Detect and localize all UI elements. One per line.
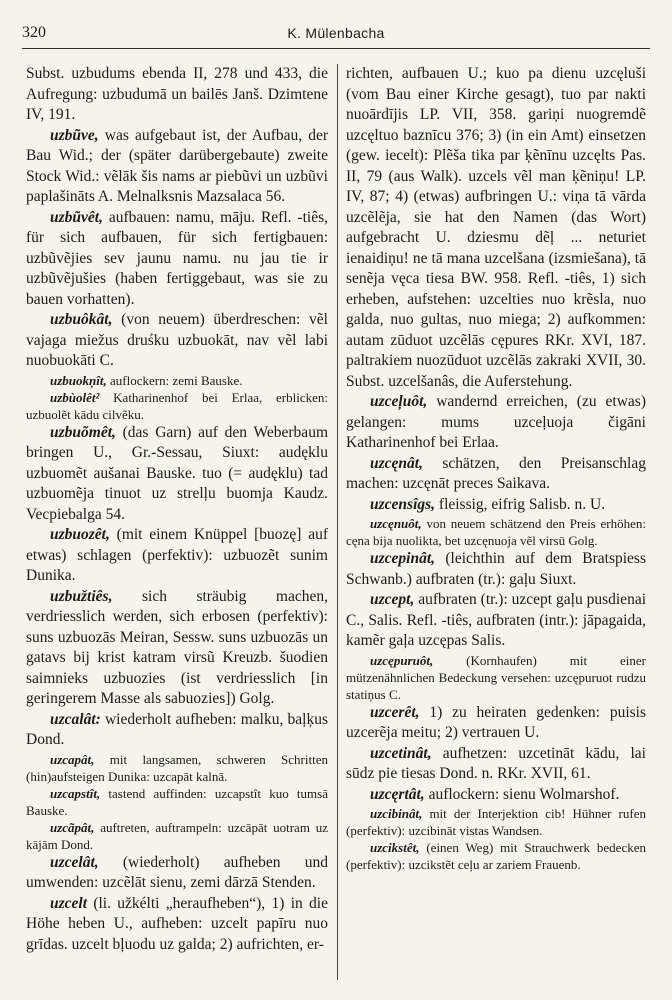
entry-text: sich sträubig machen, verdriesslich werden, sich erbosen (perfektiv): suns uzbuozās Meiran, Sessw. suns uzbuozās un gatavs bij krist katram virsũ Kreuzb. šuodien saimnieks uzbuozies (ist verdriesslich [in geringerem Masse als sabuozies]) Golg. bbox=[26, 587, 328, 707]
dictionary-entry bbox=[346, 652, 646, 703]
dictionary-entry bbox=[26, 894, 328, 956]
entry-headword: uzcept, bbox=[370, 591, 415, 608]
dictionary-entry bbox=[26, 389, 328, 423]
entry-text: (das Garn) auf den Weberbaum bringen U., Gr.-Sessau, Siuxt: audęklu uzbuomẽt aušanai Bauske. tuo (= audęklu) tad uzbuomẽja tinuot uz strelļu buomja Kaudz. Vecpiebalga 54. bbox=[26, 423, 328, 523]
entry-text: aufhetzen: uzcetināt kādu, lai sūdz pie tiesas Dond. n. RKr. XVII, 61. bbox=[346, 744, 646, 782]
running-head: K. Mülenbacha bbox=[287, 25, 385, 41]
entry-headword: uzbužtiês, bbox=[50, 587, 113, 605]
dictionary-entry bbox=[346, 515, 646, 549]
dictionary-entry bbox=[26, 751, 328, 785]
entry-headword: uzcepinât, bbox=[370, 550, 436, 567]
entry-headword: uzcerêt, bbox=[370, 703, 420, 721]
dictionary-entry bbox=[26, 310, 328, 372]
entry-text: Katharinenhof bei Erlaa, erblicken: uzbuolẽt kādu cilvẽku. bbox=[26, 389, 328, 422]
entry-text: (mit einem Knüppel [buozę] auf etwas) schlagen (perfektiv): uzbuozẽt sunim Dunika. bbox=[26, 526, 328, 584]
dictionary-entry bbox=[26, 785, 328, 819]
entry-headword: uzceļuôt, bbox=[370, 393, 428, 410]
entry-headword: uzcalât: bbox=[50, 710, 101, 728]
dictionary-entry bbox=[346, 805, 646, 839]
entry-text: (li. užkélti „heraufheben“), 1) in die Höhe heben U., aufheben: uzcelt papīru nuo grīdas. uzcelt bļuodu uz galda; 2) aufrichten, er- bbox=[26, 894, 328, 953]
entry-text: tastend auffinden: uzcapstît kuo tumsā Bauske. bbox=[26, 785, 328, 818]
entry-text: 1) zu heiraten gedenken: puisis uzcerẽja meitu; 2) vertrauen U. bbox=[346, 703, 646, 741]
entry-headword: uzbuokņît, bbox=[50, 372, 107, 388]
dictionary-entry bbox=[346, 703, 646, 744]
entry-text: von neuem schätzend den Preis erhöhen: cęna bija nuolikta, bet uzcęnuoja vẽl virsū Golg. bbox=[346, 516, 646, 548]
dictionary-entry bbox=[26, 819, 328, 853]
entry-text: was aufgebaut ist, der Aufbau, der Bau Wid.; der (später darübergebaute) zweite Stock Wid.: vẽlāk šis nams ar piebũvi un uzbũvi paplašināts A. Melnalksnis Mazsalaca 56. bbox=[26, 126, 328, 205]
entry-text: mit der Interjektion cib! Hühner rufen (perfektiv): uzcibināt vistas Wandsen. bbox=[346, 806, 646, 838]
entry-headword: uzbũve, bbox=[50, 126, 99, 144]
entry-text: wandernd erreichen, (zu etwas) gelangen: mums uzceļuoja čigāni Katharinenhof bei Erlaa. bbox=[346, 393, 646, 451]
entry-text: auflockern: sienu Wolmarshof. bbox=[424, 785, 620, 803]
entry-headword: uzcãpât, bbox=[50, 819, 95, 835]
dictionary-entry bbox=[26, 208, 328, 311]
dictionary-entry bbox=[346, 839, 646, 873]
entry-text: auflockern: zemi Bauske. bbox=[106, 372, 243, 388]
entry-headword: uzcępuruôt, bbox=[370, 652, 434, 668]
entry-headword: uzcikstêt, bbox=[370, 840, 420, 855]
entry-headword: uzcapât, bbox=[50, 751, 95, 767]
dictionary-entry bbox=[26, 64, 328, 126]
dictionary-entry bbox=[26, 587, 328, 710]
dictionary-entry bbox=[346, 549, 646, 590]
entry-text: richten, aufbauen U.; kuo pa dienu uzcęluši (vom Bau einer Kirche gesagt), tuo par nakti nuoārdījis LP. VII, 358. gariņi nuogremdẽ uzcęltuo baznīcu 376; 3) (in ein Amt) einsetzen (gew. iecelt): Plẽša tika par ķẽnīnu uzcęlts Pas. II, 79 (aus Walk). uzcels vẽl man ķẽniņu! LP. IV, 87; 4) (etwas) aufbringen U.: viņa tā vārda uzcẽlẽja, sie hat den Namen (das Wort) aufgebracht U. dziesmu dẽļ ... neturiet ienaidiņu! ne tā mana uzcelšana (izsmiešana), tā senẽja vęca tiesa BW. 958. Refl. -tiês, 1) sich erheben, aufstehen: uzcelties nuo krẽsla, nuo galda, nuo gultas, nuo miega; 2) aufkommen: autam zūduot uzcẽlās cępures RKr. XVI, 187. paltrakiem nuozūduot uzcẽlās zakraki XVII, 30. Subst. uzcelšanâs, die Auferstehung. bbox=[346, 65, 646, 390]
entry-text: (wiederholt) aufheben und umwenden: uzcẽlāt sienu, zemi dārzā Stenden. bbox=[26, 853, 328, 891]
entry-headword: uzcęrtât, bbox=[370, 785, 425, 803]
dictionary-entry bbox=[346, 744, 646, 785]
entry-text: (von neuem) überdreschen: vẽl vajaga miežus druśku uzbuokāt, nav vẽl labi nuobuokāti C. bbox=[26, 311, 328, 369]
dictionary-entry bbox=[26, 372, 328, 389]
left-column bbox=[26, 64, 328, 986]
entry-text: fleissig, eifrig Salisb. n. U. bbox=[435, 495, 606, 513]
entry-text: wiederholt aufheben: malku, baļķus Dond. bbox=[26, 710, 328, 748]
entry-headword: uzcęnuôt, bbox=[370, 516, 422, 531]
entry-text: auftreten, auftrampeln: uzcāpāt uotram uz kājām Dond. bbox=[26, 819, 328, 852]
entry-headword: uzbùolêt² bbox=[50, 389, 100, 405]
dictionary-entry bbox=[346, 590, 646, 652]
dictionary-entry bbox=[346, 64, 646, 392]
entry-text: (einen Weg) mit Strauchwerk bedecken (perfektiv): uzcikstẽt ceļu ar zariem Frauenb. bbox=[346, 840, 646, 872]
dictionary-entry bbox=[346, 392, 646, 454]
dictionary-entry bbox=[26, 853, 328, 894]
entry-headword: uzcapstît, bbox=[50, 785, 101, 801]
right-column bbox=[346, 64, 646, 986]
page-number: 320 bbox=[22, 24, 46, 41]
dictionary-entry bbox=[26, 126, 328, 208]
entry-text: schätzen, den Preisanschlag machen: uzcęnāt preces Saikava. bbox=[346, 454, 646, 492]
entry-headword: uzcensîgs, bbox=[370, 495, 436, 513]
page-header bbox=[22, 22, 650, 49]
entry-text: mit langsamen, schweren Schritten (hin)aufsteigen Dunika: uzcapāt kalnā. bbox=[26, 751, 328, 784]
entry-text: aufbauen: namu, māju. Refl. -tiês, für sich aufbauen, für sich fertigbauen: uzbũvẽjies sev jaunu namu. nu jau tie ir uzbũvẽjušies (haben fertiggebaut, was sie zu bauen vorhatten). bbox=[26, 208, 328, 308]
dictionary-entry bbox=[346, 785, 646, 806]
dictionary-entry bbox=[26, 423, 328, 526]
entry-headword: uzcęnât, bbox=[370, 454, 423, 472]
entry-headword: uzcibinât, bbox=[370, 806, 423, 821]
entry-text: (leichthin auf dem Bratspiess Schwanb.) aufbraten (tr.): gaļu Siuxt. bbox=[346, 550, 646, 588]
dictionary-entry bbox=[26, 525, 328, 587]
entry-headword: uzcelât, bbox=[50, 853, 99, 871]
entry-headword: uzbuõmêt, bbox=[50, 423, 116, 441]
entry-text: aufbraten (tr.): uzcept gaļu pusdienai C., Salis. Refl. -tiês, aufbraten (intr.): jāpagaida, kamẽr gaļa uzcępas Salis. bbox=[346, 591, 646, 649]
entry-headword: uzbuôkât, bbox=[50, 311, 113, 328]
dictionary-entry bbox=[346, 454, 646, 495]
entry-headword: uzcetinât, bbox=[370, 744, 432, 762]
entry-text: (Kornhaufen) mit einer mützenähnlichen Bedeckung versehen: uzcępuruot rudzu statiņus C. bbox=[346, 652, 646, 702]
dictionary-entry bbox=[346, 495, 646, 516]
entry-headword: uzbuozêt, bbox=[50, 526, 110, 543]
dictionary-entry bbox=[26, 710, 328, 751]
entry-text: Subst. uzbudums ebenda II, 278 und 433, die Aufregung: uzbudumā un bailēs Janš. Dzimtene IV, 191. bbox=[26, 65, 328, 123]
column-divider bbox=[337, 64, 338, 980]
entry-headword: uzbũvêt, bbox=[50, 208, 103, 226]
entry-headword: uzcelt bbox=[50, 894, 88, 912]
